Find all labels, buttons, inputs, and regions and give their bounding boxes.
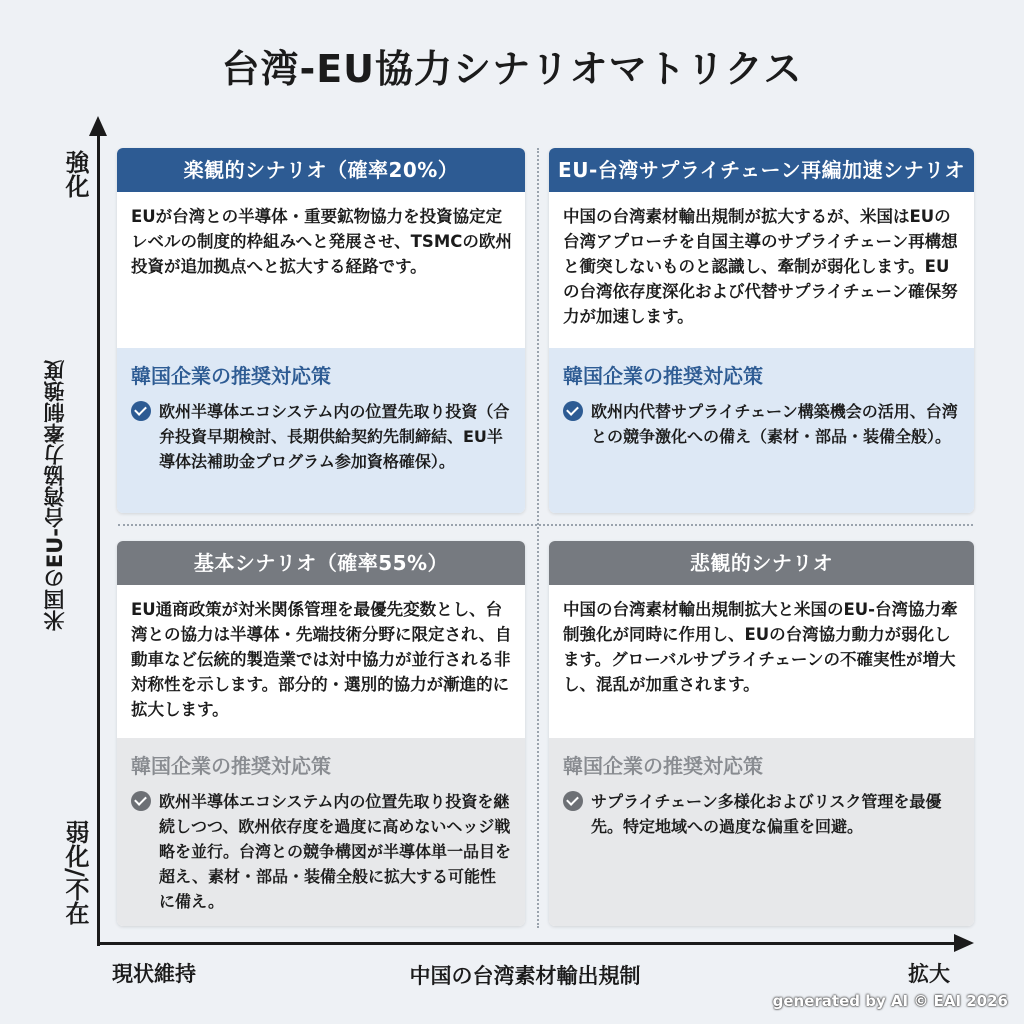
recommendation-title: 韓国企業の推奨対応策 <box>563 364 763 388</box>
quadrant-header: 悲観的シナリオ <box>549 541 974 585</box>
recommendation-panel <box>117 348 525 513</box>
quadrant-header: 楽観的シナリオ（確率20%） <box>117 148 525 192</box>
recommendation-text: サプライチェーン多様化およびリスク管理を最優先。特定地域への過度な偏重を回避。 <box>591 792 942 836</box>
x-axis-title: 中国の台湾素材輸出規制 <box>409 964 641 988</box>
quadrant-supply-chain-acceleration <box>549 148 974 513</box>
recommendation-item <box>131 789 511 914</box>
y-axis-top-label: 強化 <box>61 150 89 198</box>
x-axis-line <box>97 942 957 945</box>
quadrant-header: EU-台湾サプライチェーン再編加速シナリオ <box>549 148 974 192</box>
y-axis-title: 米国のEU-台湾協力牽制強度 <box>43 360 67 632</box>
recommendation-title: 韓国企業の推奨対応策 <box>131 754 331 778</box>
check-circle-icon <box>563 401 583 421</box>
x-axis-left-label: 現状維持 <box>112 962 196 986</box>
x-axis-arrow <box>954 934 974 952</box>
recommendation-panel <box>549 348 974 513</box>
check-circle-icon <box>131 401 151 421</box>
quadrant-description: EUが台湾との半導体・重要鉱物協力を投資協定定レベルの制度的枠組みへと発展させ、TSMCの欧州投資が追加拠点へと拡大する経路です。 <box>131 207 512 276</box>
y-axis-bottom-label: 弱化/不在 <box>61 820 89 925</box>
credit-watermark: generated by AI © EAI 2026 <box>772 992 1008 1010</box>
recommendation-panel <box>549 738 974 926</box>
quadrant-description: 中国の台湾素材輸出規制が拡大するが、米国はEUの台湾アプローチを自国主導のサプライチェーン再構想と衝突しないものと認識し、牽制が弱化します。EUの台湾依存度深化および代替サプライチェーン確保努力が加速します。 <box>563 207 958 326</box>
recommendation-text: 欧州内代替サプライチェーン構築機会の活用、台湾との競争激化への備え（素材・部品・装備全般）。 <box>591 402 958 446</box>
quadrant-description: 中国の台湾素材輸出規制拡大と米国のEU-台湾協力牽制強化が同時に作用し、EUの台湾協力動力が弱化します。グローバルサプライチェーンの不確実性が増大し、混乱が加重されます。 <box>563 600 958 694</box>
x-axis-right-label: 拡大 <box>908 962 950 986</box>
quadrant-pessimistic <box>549 541 974 926</box>
page-title: 台湾-EU協力シナリオマトリクス <box>221 47 803 91</box>
quadrant-optimistic <box>117 148 525 513</box>
y-axis-line <box>97 128 100 946</box>
check-circle-icon <box>131 791 151 811</box>
vertical-divider <box>537 148 539 928</box>
quadrant-header: 基本シナリオ（確率55%） <box>117 541 525 585</box>
recommendation-item <box>563 399 960 449</box>
recommendation-item <box>131 399 511 474</box>
recommendation-title: 韓国企業の推奨対応策 <box>563 754 763 778</box>
horizontal-divider <box>118 524 973 526</box>
quadrant-baseline <box>117 541 525 926</box>
recommendation-title: 韓国企業の推奨対応策 <box>131 364 331 388</box>
recommendation-text: 欧州半導体エコシステム内の位置先取り投資（合弁投資早期検討、長期供給契約先制締結、EU半導体法補助金プログラム参加資格確保）。 <box>159 402 510 471</box>
recommendation-panel <box>117 738 525 926</box>
check-circle-icon <box>563 791 583 811</box>
recommendation-item <box>563 789 960 839</box>
recommendation-text: 欧州半導体エコシステム内の位置先取り投資を継続しつつ、欧州依存度を過度に高めないヘッジ戦略を並行。台湾との競争構図が半導体単一品目を超え、素材・部品・装備全般に拡大する可能性に備え。 <box>159 792 512 911</box>
quadrant-description: EU通商政策が対米関係管理を最優先変数とし、台湾との協力は半導体・先端技術分野に限定され、自動車など伝統的製造業では対中協力が並行される非対称性を示します。部分的・選別的協力が漸進的に拡大します。 <box>131 600 512 719</box>
